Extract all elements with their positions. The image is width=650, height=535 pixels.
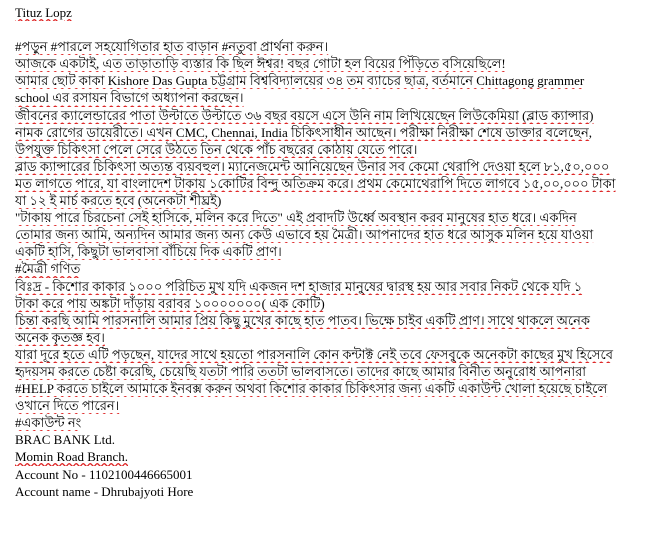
paragraph-line: চিন্তা করছি আমি পারসনালি আমার প্রিয় কিছু মুখের কাছে হাত পাতব। ভিক্ষে চাইব একটি প্রাণ। সাথে থাকলে অনেক bbox=[15, 312, 590, 328]
account-heading: #একাউন্ট নং bbox=[15, 415, 82, 431]
paragraph-line: #পড়ুন #পারলে সহযোগিতার হাত বাড়ান #নতুবা প্রার্থনা করুন। bbox=[15, 39, 329, 55]
paragraph-line: আমার ছোট কাকা Kishore Das Gupta চট্টগ্রাম বিশ্ববিদ্যালয়ের ৩৪ তম ব্যাচের ছাত্র, বর্তমানে Chittagong grammer bbox=[15, 73, 585, 89]
paragraph-line: অনেক কৃতজ্ঞ হব। bbox=[15, 329, 105, 345]
paragraph-line: হৃদয়সম করতে চেষ্টা করেছি, চেয়েছি যতটা পারি ততটা ভালবাসতে। তাদের কাছে আমার বিনীত অনুরোধ আপনারা bbox=[15, 363, 587, 379]
section-heading: #মৈত্রী গণিত bbox=[15, 261, 81, 277]
paragraph-line: #HELP করতে চাইলে আমাকে ইনবক্স করুন অথবা কিশোর কাকার চিকিৎসার জন্য একটি একাউন্ট খোলা হয়েছে চাইলে bbox=[15, 381, 608, 397]
bank-name: BRAC BANK Ltd. bbox=[15, 432, 116, 448]
paragraph-line: ব্লাড ক্যান্সারের চিকিৎসা অত্যন্ত ব্যয়বহুল। ম্যানেজমেন্ট আনিয়েছেন উনার সব কেমো থেরাপি দেওয়া হলে ৮১,৫০,০০০ bbox=[15, 158, 610, 174]
document-body bbox=[15, 4, 625, 500]
paragraph-line: নামক রোগের ডায়েরীতে। এখন CMC, Chennai, India চিকিৎসাধীন আছেন। পরীক্ষা নিরীক্ষা শেষে ডাক্তার বলেছেন, bbox=[15, 124, 592, 140]
account-holder-name: Account name - Dhrubajyoti Hore bbox=[15, 483, 194, 499]
paragraph-line: তোমার জন্য আমি, অন্যদিন আমার জন্য অন্য কেউ এভাবে হয় মৈত্রী। আপনাদের হাত ধরে আসুক মলিন হয়ে যাওয়া bbox=[15, 227, 594, 243]
paragraph-line: জীবনের ক্যালেন্ডারের পাতা উল্টাতে উল্টাতে ৩৬ বছর বয়সে এসে উনি নাম লিখিয়েছেন লিউকেমিয়া (ব্লাড ক্যান্সার) bbox=[15, 107, 594, 123]
paragraph-line: যা ১২ ই মার্চ করতে হবে (অনেকটা শীঘ্রই) bbox=[15, 193, 222, 209]
paragraph-line: একটি হাসি, কিছুটা ভালবাসা বাঁচিয়ে দিক একটি প্রাণ। bbox=[15, 244, 282, 260]
paragraph-line: ওখানে দিতে পারেন। bbox=[15, 398, 120, 414]
blank-line bbox=[15, 21, 625, 38]
account-number: Account No - 1102100446665001 bbox=[15, 466, 193, 482]
branch-name: Momin Road Branch. bbox=[15, 449, 129, 465]
paragraph-line: টাকা করে পায় অঙ্কটা দাঁড়ায় বরাবর ১০০০০০০০( এক কোটি) bbox=[15, 295, 325, 311]
paragraph-line: উপযুক্ত চিকিৎসা পেলে সেরে উঠতে তিন থেকে পাঁচ বছরের কোঠায় যেতে পারে। bbox=[15, 141, 418, 157]
paragraph-line: যারা দূরে হতে এটি পড়ছেন, যাদের সাথে হয়তো পারসনালি কোন কন্টাক্ট নেই তবে ফেসবুকে অনেকটা কাছের মুখ হিসেবে bbox=[15, 346, 613, 362]
paragraph-line: বিঃদ্র - কিশোর কাকার ১০০০ পরিচিত মুখ যদি একজন দশ হাজার মানুষের দ্বারস্থ হয় আর সবার নিকট থেকে যদি ১ bbox=[15, 278, 583, 294]
paragraph-line: "টাকায় পারে চিরচেনা সেই হাসিকে, মলিন করে দিতে" এই প্রবাদটি উর্ধ্বে অবস্থান করব মানুষের হাত ধরে। একদিন bbox=[15, 210, 577, 226]
paragraph-line: school এর রসায়ন বিভাগে অধ্যাপনা করছেন। bbox=[15, 90, 244, 106]
paragraph-line: আজকে একটাই, এত তাড়াতাড়ি ব্যস্তার কি ছিল ঈশ্বর! বছর গোটা হল বিয়ের পিঁড়িতে বসিয়েছিলে! bbox=[15, 56, 506, 72]
paragraph-line: মত লাগতে পারে, যা বাংলাদেশ টাকায় ১কোটির বিন্দু অতিক্রম করে। প্রথম কেমোথেরাপি দিতে লাগবে ১৫,০০,০০০ টাকা bbox=[15, 175, 616, 191]
author-name: Tituz Lopz bbox=[15, 5, 72, 20]
